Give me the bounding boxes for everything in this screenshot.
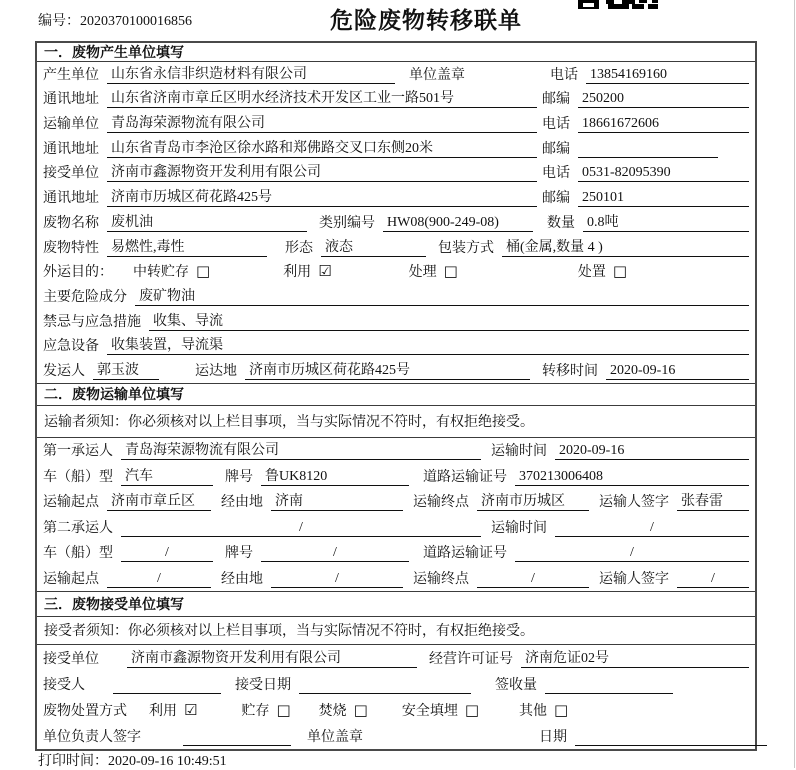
transporter-row xyxy=(37,111,755,136)
vehicle1-license-label: 道路运输证号 xyxy=(423,469,507,485)
transporter-address-value: 山东省青岛市李沧区徐水路和郑佛路交叉口东侧20米 xyxy=(107,137,537,158)
transporter-address-row xyxy=(37,136,755,161)
serial-value: 2020370100016856 xyxy=(80,14,192,29)
generator-name-value: 山东省永信非织造材料有限公司 xyxy=(107,63,395,84)
purpose-option-utilize xyxy=(283,261,331,281)
print-time-value: 2020-09-16 10:49:51 xyxy=(108,754,227,769)
purpose-option-dispose-label: 处置 xyxy=(577,265,606,281)
equipment-label: 应急设备 xyxy=(43,339,99,355)
qr-code-icon xyxy=(578,0,660,10)
generator-row xyxy=(37,62,755,87)
waste-name-label: 废物名称 xyxy=(43,215,99,231)
waste-qty-label: 数量 xyxy=(547,215,575,231)
carrier1-label: 第一承运人 xyxy=(43,444,113,460)
equipment-value: 收集装置，导流渠 xyxy=(107,334,749,355)
generator-zip-label: 邮编 xyxy=(542,92,570,108)
vehicle2-type-value: / xyxy=(121,545,213,562)
transporter-notice: 运输者须知：你必须核对以上栏目事项，当与实际情况不符时，有权拒绝接受。 xyxy=(37,406,755,438)
waste-name-row xyxy=(37,210,755,235)
transporter-label: 运输单位 xyxy=(43,117,99,133)
equipment-row xyxy=(37,334,755,359)
generator-phone-label: 电话 xyxy=(550,67,578,83)
disposal-method-label: 废物处置方式 xyxy=(43,703,127,719)
vehicle2-license-value: / xyxy=(515,545,749,562)
transporter-phone-label: 电话 xyxy=(542,117,570,133)
unit-seal2-label: 单位盖章 xyxy=(307,729,363,745)
route2-sign-label: 运输人签字 xyxy=(599,571,669,587)
disposal-option-landfill-label: 安全填埋 xyxy=(401,703,458,719)
contraindication-value: 收集、导流 xyxy=(149,310,749,331)
hazard-label: 主要危险成分 xyxy=(43,289,127,305)
disposal-landfill-checkbox: □ xyxy=(464,700,480,719)
shipper-dest-label: 运达地 xyxy=(195,363,237,379)
operating-license-label: 经营许可证号 xyxy=(429,651,513,667)
received-qty-value xyxy=(545,677,673,694)
disposal-method-row xyxy=(37,697,755,723)
acceptor-row xyxy=(37,671,755,697)
carrier2-row xyxy=(37,514,755,540)
vehicle2-row xyxy=(37,540,755,566)
received-qty-label: 签收量 xyxy=(495,677,537,693)
waste-form-value: 液态 xyxy=(321,236,426,257)
route1-sign-label: 运输人签字 xyxy=(599,495,669,511)
purpose-label: 外运目的： xyxy=(43,265,113,281)
responsible-signature-value xyxy=(183,729,291,746)
route1-row xyxy=(37,489,755,515)
shipper-label: 发运人 xyxy=(43,363,85,379)
route2-row xyxy=(37,565,755,591)
waste-props-row xyxy=(37,235,755,260)
route1-start-label: 运输起点 xyxy=(43,495,99,511)
unit-seal-label: 单位盖章 xyxy=(409,67,465,83)
manifest-form xyxy=(35,41,757,751)
vehicle2-plate-label: 牌号 xyxy=(225,546,253,562)
route2-via-label: 经由地 xyxy=(221,571,263,587)
vehicle1-type-label: 车（船）型 xyxy=(43,469,113,485)
purpose-option-transfer-storage xyxy=(133,261,210,281)
contraindication-row xyxy=(37,309,755,334)
vehicle2-license-label: 道路运输证号 xyxy=(423,546,507,562)
disposal-option-store-label: 贮存 xyxy=(241,703,270,719)
receiver-row xyxy=(37,161,755,186)
route1-end-value: 济南市历城区 xyxy=(477,490,589,511)
hazard-row xyxy=(37,284,755,309)
waste-props-label: 废物特性 xyxy=(43,240,99,256)
disposal-option-incinerate-label: 焚烧 xyxy=(318,703,347,719)
route1-sign-value: 张春雷 xyxy=(677,490,749,511)
carrier1-time-label: 运输时间 xyxy=(491,444,547,460)
receiver-zip-label: 邮编 xyxy=(542,191,570,207)
route2-end-value: / xyxy=(477,571,589,588)
purpose-transfer-storage-checkbox: □ xyxy=(196,262,211,281)
generator-address-row xyxy=(37,87,755,112)
vehicle1-license-value: 370213006408 xyxy=(515,469,749,486)
waste-pack-label: 包装方式 xyxy=(438,240,494,256)
waste-code-value: HW08(900-249-08) xyxy=(383,215,533,232)
disposal-option-utilize xyxy=(149,700,197,720)
transporter-phone-value: 18661672606 xyxy=(578,116,749,133)
accepting-unit-label: 接受单位 xyxy=(43,651,99,667)
disposal-incinerate-checkbox: □ xyxy=(353,700,368,719)
vehicle1-row xyxy=(37,463,755,489)
purpose-treat-checkbox: □ xyxy=(443,262,458,281)
receiver-phone-value: 0531-82095390 xyxy=(578,165,749,182)
route1-start-value: 济南市章丘区 xyxy=(107,490,211,511)
route1-end-label: 运输终点 xyxy=(413,495,469,511)
carrier2-name-value: / xyxy=(121,520,481,537)
responsible-signature-label: 单位负责人签字 xyxy=(43,729,141,745)
vehicle2-type-label: 车（船）型 xyxy=(43,546,113,562)
disposal-store-checkbox: □ xyxy=(276,700,291,719)
receiver-zip-value: 250101 xyxy=(578,190,749,207)
accept-date-value xyxy=(299,677,471,694)
receiver-address-row xyxy=(37,185,755,210)
vehicle1-plate-value: 鲁UK8120 xyxy=(261,465,409,486)
seal-date-value xyxy=(575,729,767,746)
disposal-option-store xyxy=(241,700,290,720)
generator-label: 产生单位 xyxy=(43,67,99,83)
transporter-zip-value xyxy=(578,141,718,158)
generator-address-label: 通讯地址 xyxy=(43,92,99,108)
accept-date-label: 接受日期 xyxy=(235,677,291,693)
route2-start-label: 运输起点 xyxy=(43,571,99,587)
route2-end-label: 运输终点 xyxy=(413,571,469,587)
section2-header: 二．废物运输单位填写 xyxy=(37,383,755,406)
carrier2-time-value: / xyxy=(555,520,749,537)
seal-date-label: 日期 xyxy=(539,729,567,745)
waste-pack-value: 桶(金属,数量 4 ) xyxy=(502,236,749,257)
waste-name-value: 废机油 xyxy=(107,211,307,232)
purpose-dispose-checkbox: □ xyxy=(612,262,628,281)
disposal-other-checkbox: □ xyxy=(554,700,569,719)
route2-start-value: / xyxy=(107,571,211,588)
serial-label: 编号： xyxy=(38,14,80,29)
document-header xyxy=(0,0,796,40)
carrier2-label: 第二承运人 xyxy=(43,520,113,536)
carrier1-name-value: 青岛海荣源物流有限公司 xyxy=(121,439,481,460)
vehicle1-plate-label: 牌号 xyxy=(225,469,253,485)
route1-via-value: 济南 xyxy=(271,490,403,511)
vehicle2-plate-value: / xyxy=(261,545,409,562)
route2-sign-value: / xyxy=(677,571,749,588)
contraindication-label: 禁忌与应急措施 xyxy=(43,314,141,330)
waste-props-value: 易燃性,毒性 xyxy=(107,236,267,257)
acceptor-label: 接受人 xyxy=(43,677,85,693)
carrier1-row xyxy=(37,438,755,464)
shipper-name-value: 郭玉波 xyxy=(93,359,159,380)
purpose-utilize-checkbox: ☑ xyxy=(318,262,332,281)
disposal-option-other-label: 其他 xyxy=(519,703,548,719)
purpose-row xyxy=(37,260,755,285)
purpose-option-utilize-label: 利用 xyxy=(283,265,312,281)
serial-number xyxy=(38,10,192,30)
page-edge-line xyxy=(794,0,795,768)
disposal-option-incinerate xyxy=(319,700,368,720)
receiver-address-label: 通讯地址 xyxy=(43,191,99,207)
hazard-value: 废矿物油 xyxy=(135,285,749,306)
receiver-phone-label: 电话 xyxy=(542,166,570,182)
acceptor-name-value xyxy=(113,677,221,694)
purpose-option-transfer-storage-label: 中转贮存 xyxy=(133,265,189,281)
transporter-zip-label: 邮编 xyxy=(542,141,570,157)
transporter-address-label: 通讯地址 xyxy=(43,141,99,157)
section3-header: 三．废物接受单位填写 xyxy=(37,591,755,617)
disposal-utilize-checkbox: ☑ xyxy=(184,700,198,719)
purpose-option-treat xyxy=(409,261,458,281)
purpose-option-treat-label: 处理 xyxy=(408,265,437,281)
transfer-time-label: 转移时间 xyxy=(542,363,598,379)
route2-via-value: / xyxy=(271,571,403,588)
purpose-option-dispose xyxy=(578,261,627,281)
operating-license-value: 济南危证02号 xyxy=(521,647,749,668)
shipper-row xyxy=(37,358,755,383)
carrier1-time-value: 2020-09-16 xyxy=(555,443,749,460)
generator-phone-value: 13854169160 xyxy=(586,67,749,84)
accepting-unit-row xyxy=(37,645,755,671)
carrier2-time-label: 运输时间 xyxy=(491,520,547,536)
receiver-notice: 接受者须知：你必须核对以上栏目事项，当与实际情况不符时，有权拒绝接受。 xyxy=(37,617,755,645)
transfer-time-value: 2020-09-16 xyxy=(606,363,749,380)
print-time xyxy=(38,750,227,770)
responsible-signature-row xyxy=(37,723,755,749)
vehicle1-type-value: 汽车 xyxy=(121,465,213,486)
section1-header: 一．废物产生单位填写 xyxy=(37,43,755,62)
print-time-label: 打印时间： xyxy=(38,754,108,769)
receiver-label: 接受单位 xyxy=(43,166,99,182)
disposal-option-other xyxy=(519,700,568,720)
receiver-name-value: 济南市鑫源物资开发利用有限公司 xyxy=(107,161,537,182)
disposal-option-landfill xyxy=(402,700,479,720)
document-title: 危险废物转移联单 xyxy=(330,8,522,33)
generator-address-value: 山东省济南市章丘区明水经济技术开发区工业一路501号 xyxy=(107,87,537,108)
generator-zip-value: 250200 xyxy=(578,91,749,108)
transporter-name-value: 青岛海荣源物流有限公司 xyxy=(107,112,537,133)
route1-via-label: 经由地 xyxy=(221,495,263,511)
waste-qty-value: 0.8吨 xyxy=(583,211,749,232)
shipper-dest-value: 济南市历城区荷花路425号 xyxy=(245,359,530,380)
receiver-address-value: 济南市历城区荷花路425号 xyxy=(107,186,537,207)
waste-form-label: 形态 xyxy=(285,240,313,256)
disposal-option-utilize-label: 利用 xyxy=(149,703,177,719)
waste-code-label: 类别编号 xyxy=(319,215,375,231)
accepting-unit-value: 济南市鑫源物资开发利用有限公司 xyxy=(127,647,417,668)
